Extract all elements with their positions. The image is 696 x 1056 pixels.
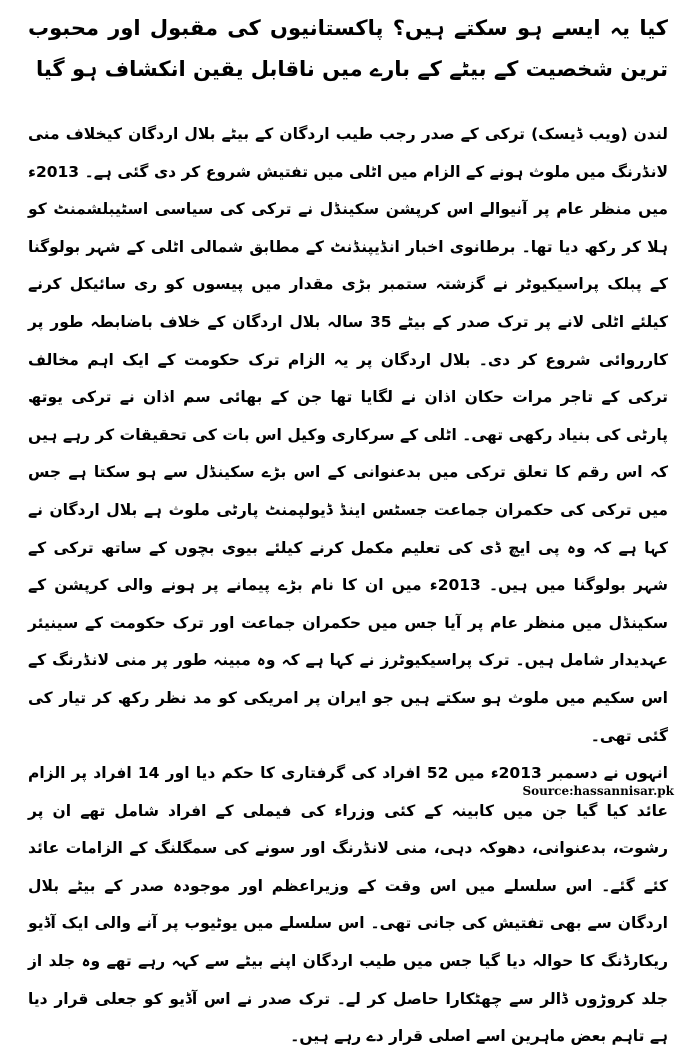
article-paragraph-2: انہوں نے دسمبر 2013ء میں 52 افراد کی گرفتاری کا حکم دیا اور 14 افراد پر الزام عائد کیا گیا جن میں کابینہ کے کئی وزراء کی فیملی کے افراد شامل تھے ان پر رشوت، بدعنوانی، دھوکہ دہی، منی لانڈرنگ اور سونے کی سمگلنگ کے الزامات عائد کئے گئے۔ اس سلسلے میں اس وقت کے وزیراعظم اور موجودہ صدر کے بیٹے بلال اردگان سے بھی تفتیش کی جانی تھی۔ اس سلسلے میں یوٹیوب پر آنے والی ایک آڈیو ریکارڈنگ کا حوالہ دیا گیا جس میں طیب اردگان اپنے بیٹے سے کہہ رہے تھے وہ جلد از جلد کروڑوں ڈالر سے چھٹکارا حاصل کر لے۔ ترک صدر نے اس آڈیو کو جعلی قرار دیا ہے تاہم بعض ماہرین اسے اصلی قرار دے رہے ہیں۔ — [28, 764, 669, 1046]
article-headline: کیا یہ ایسے ہو سکتے ہیں؟ پاکستانیوں کی مقبول اور محبوب ترین شخصیت کے بیٹے کے بارے میں ناقابل یقین انکشاف ہو گیا — [28, 16, 668, 81]
article-paragraph-1: لندن (ویب ڈیسک) ترکی کے صدر رجب طیب اردگان کے بیٹے بلال اردگان کیخلاف منی لانڈرنگ میں ملوث ہونے کے الزام میں اٹلی میں تفتیش شروع کر دی گئی ہے۔ 2013ء میں منظر عام پر آنیوالے اس کرپشن سکینڈل نے ترکی کی سیاسی اسٹیبلشمنٹ کو ہلا کر رکھ دیا تھا۔ برطانوی اخبار انڈیپنڈنٹ کے مطابق شمالی اٹلی کے شہر بولوگنا کے پبلک پراسیکیوٹر نے گزشتہ ستمبر بڑی مقدار میں پیسوں کو ری سائیکل کرنے کیلئے اٹلی لانے پر ترک صدر کے بیٹے 35 سالہ بلال اردگان کے خلاف باضابطہ طور پر کارروائی شروع کر دی۔ بلال اردگان پر یہ الزام ترک حکومت کے ایک اہم مخالف ترکی کے تاجر مرات حکان اذان نے لگایا تھا جن کے بھائی سم اذان نے ترکی یوتھ پارٹی کی بنیاد رکھی تھی۔ اٹلی کے سرکاری وکیل اس بات کی تحقیقات کر رہے ہیں کہ اس رقم کا تعلق ترکی میں بدعنوانی کے اس بڑے سکینڈل سے ہو سکتا ہے جس میں ترکی کی حکمران جماعت جسٹس اینڈ ڈیولپمنٹ پارٹی ملوث ہے بلال اردگان نے کہا ہے کہ وہ پی ایچ ڈی کی تعلیم مکمل کرنے کیلئے بیوی بچوں کے ساتھ ترکی کے شہر بولوگنا میں ہیں۔ 2013ء میں ان کا نام بڑے پیمانے پر ہونے والی کرپشن کے سکینڈل میں منظر عام پر آیا جس میں حکمران جماعت اور ترک حکومت کے سینیئر عہدیدار شامل ہیں۔ ترک پراسیکیوٹرز نے کہا ہے کہ وہ مبینہ طور پر منی لانڈرنگ کے اس سکیم میں ملوث ہو سکتے ہیں جو ایران پر امریکی کو مد نظر رکھ کر تیار کی گئی تھی۔ — [28, 125, 669, 745]
source-credit: Source:hassannisar.pk — [522, 784, 674, 798]
article-body — [28, 116, 668, 1056]
